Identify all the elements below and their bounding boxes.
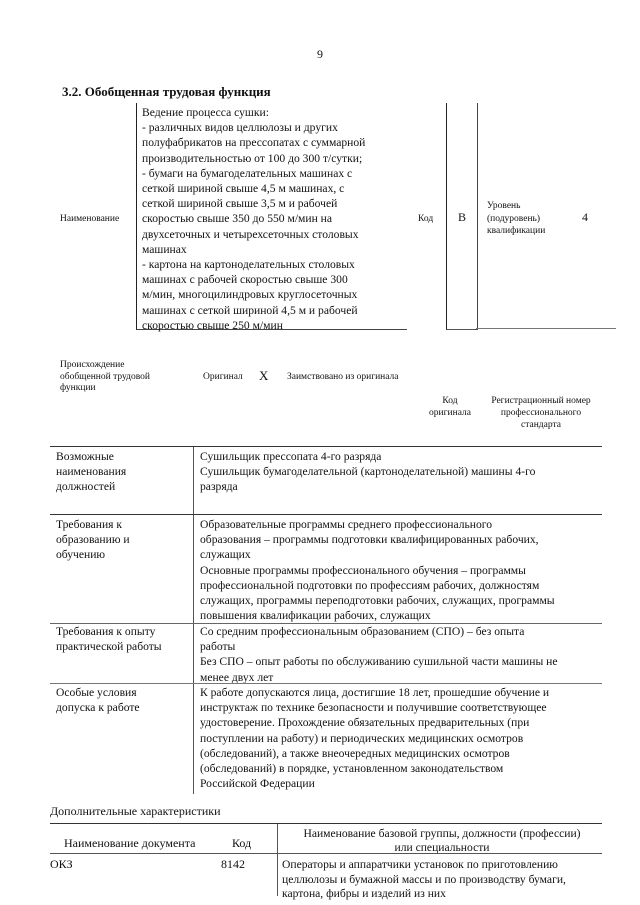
education-value — [200, 517, 605, 623]
level-label-line: Уровень — [487, 201, 521, 211]
table-top-rule — [50, 446, 602, 447]
name-label: Наименование — [60, 214, 120, 224]
positions-value-line: Сушильщик прессопата 4-го разряда — [200, 450, 382, 463]
table-row-code: 8142 — [221, 857, 245, 871]
level-label — [487, 200, 545, 238]
name-line: машинах с сеткой шириной 4,5 м и рабочей — [142, 303, 358, 317]
origin-label-line: обобщенной трудовой — [60, 371, 150, 382]
level-value: 4 — [582, 210, 588, 224]
experience-value-line: Без СПО – опыт работы по обслуживанию сушильной части машины не — [200, 655, 558, 669]
group-name-header — [282, 827, 602, 855]
description-line: картона, фибры и изделий из них — [282, 887, 446, 901]
origin-label-line: функции — [60, 383, 96, 393]
name-line: - бумаги на бумагоделательных машинах с — [142, 166, 353, 180]
code-original-line: оригинала — [429, 408, 471, 418]
reg-number-line: стандарта — [521, 420, 561, 430]
name-line: сеткой шириной свыше 4,5 м машинах, с — [142, 182, 345, 196]
name-line: двухсеточных и четырехсеточных столовых — [142, 227, 359, 241]
positions-value-line: разряда — [200, 480, 238, 494]
code-original-line: Код — [442, 396, 458, 406]
education-value-line: служащих, программы переподготовки рабочих, служащих, программы — [200, 594, 555, 608]
group-name-header-line: или специальности — [394, 841, 490, 854]
name-line: м/мин, многоцилиндровых круглосеточных — [142, 288, 358, 302]
extra-characteristics-title: Дополнительные характеристики — [50, 804, 221, 818]
description-line: целлюлозы и бумажной массы и по производству бумаги, — [282, 872, 566, 886]
extra-table-column-divider — [277, 824, 278, 896]
origin-label-line: Происхождение — [60, 360, 125, 370]
name-line: производительностью от 100 до 300 т/сутки; — [142, 151, 363, 165]
education-label-line: образованию и — [56, 533, 130, 547]
experience-label — [56, 624, 186, 654]
experience-label-line: Требования к опыту — [56, 625, 156, 638]
education-label — [56, 517, 186, 563]
education-value-line: профессиональной подготовки по профессиям рабочих, должностям — [200, 578, 540, 592]
education-value-line: повышения квалификации рабочих, служащих — [200, 609, 431, 623]
education-label-line: Требования к — [56, 518, 123, 531]
experience-value-line: работы — [200, 640, 236, 654]
name-line: машинах — [142, 242, 187, 256]
name-line: скоростью свыше 350 до 550 м/мин на — [142, 212, 333, 226]
special-conditions-value-line: К работе допускаются лица, достигшие 18 лет, прошедшие обучение и — [200, 686, 550, 699]
name-line: полуфабрикатов на прессопатах с суммарной — [142, 136, 366, 150]
special-conditions-label — [56, 685, 186, 715]
borrowed-label: Заимствовано из оригинала — [287, 372, 399, 382]
header-divider — [476, 328, 616, 329]
education-value-line: образования – программы подготовки квалифицированных рабочих, — [200, 533, 539, 547]
name-line: сеткой шириной свыше 3,5 м и рабочей — [142, 197, 338, 211]
original-label: Оригинал — [203, 372, 243, 382]
experience-value — [200, 624, 605, 685]
table-row-doc: ОКЗ — [50, 857, 73, 871]
positions-label-line: наименования — [56, 465, 127, 479]
experience-value-line: Со средним профессиональным образованием (СПО) – без опыта — [200, 625, 525, 638]
table-column-divider — [193, 447, 194, 794]
special-conditions-label-line: Особые условия — [56, 686, 137, 699]
group-name-header-line: Наименование базовой группы, должности (профессии) — [303, 827, 581, 840]
education-value-line: Основные программы профессионального обучения – программы — [200, 563, 526, 577]
special-conditions-value-line: Российской Федерации — [200, 777, 315, 791]
extra-table-top-rule — [50, 823, 602, 824]
education-value-line: служащих — [200, 548, 251, 562]
positions-label-line: должностей — [56, 480, 116, 494]
education-value-line: Образовательные программы среднего профессионального — [200, 518, 493, 531]
positions-value-line: Сушильщик бумагоделательной (картоноделательной) машины 4-го — [200, 465, 536, 479]
row-divider — [50, 514, 602, 515]
positions-label-line: Возможные — [56, 450, 114, 463]
level-label-line: (подуровень) — [487, 213, 541, 224]
reg-number-label — [486, 395, 596, 431]
special-conditions-value-line: (обследований), а также внеочередных медицинских осмотров — [200, 746, 510, 760]
special-conditions-value — [200, 685, 605, 791]
doc-name-header: Наименование документа — [64, 836, 196, 850]
reg-number-line: профессионального — [500, 408, 582, 418]
original-mark: X — [259, 368, 269, 383]
reg-number-line: Регистрационный номер — [491, 396, 591, 406]
special-conditions-value-line: удостоверение. Прохождение обязательных предварительных (при — [200, 716, 530, 730]
code-label: Код — [418, 214, 434, 224]
name-line: - различных видов целлюлозы и других — [142, 121, 338, 135]
experience-label-line: практической работы — [56, 640, 162, 654]
positions-label — [56, 449, 186, 495]
positions-value — [200, 449, 605, 495]
table-row-description — [282, 858, 602, 902]
code-original-label — [420, 395, 480, 419]
description-line: Операторы и аппаратчики установок по приготовлению — [282, 858, 558, 871]
experience-value-line: менее двух лет — [200, 670, 274, 684]
education-label-line: обучению — [56, 548, 106, 562]
origin-label — [60, 360, 150, 395]
special-conditions-value-line: инструктаж по технике безопасности и получившие соответствующее — [200, 701, 547, 715]
page-number: 9 — [317, 47, 323, 61]
special-conditions-value-line: (обследований) в порядке, установленном законодательством — [200, 762, 504, 776]
name-line: скоростью свыше 250 м/мин — [142, 318, 283, 332]
section-title: 3.2. Обобщенная трудовая функция — [62, 84, 271, 99]
name-line: Ведение процесса сушки: — [142, 106, 269, 119]
code-value: В — [458, 210, 467, 224]
code-header: Код — [232, 836, 252, 850]
special-conditions-label-line: допуска к работе — [56, 701, 140, 715]
special-conditions-value-line: поступлении на работу) и периодических медицинских осмотров — [200, 731, 524, 745]
name-line: - картона на картоноделательных столовых — [142, 258, 355, 272]
function-name-text — [142, 105, 404, 333]
level-label-line: квалификации — [487, 226, 546, 236]
name-line: машинах с рабочей скоростью свыше 300 — [142, 273, 348, 287]
row-divider — [50, 683, 602, 684]
